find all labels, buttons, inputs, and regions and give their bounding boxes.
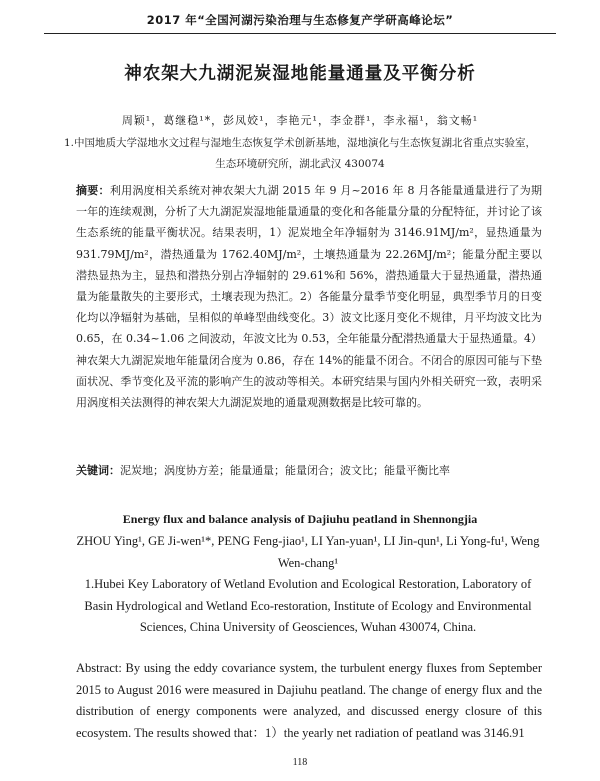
keywords-cn-label: 关键词： [76, 464, 120, 477]
abstract-cn [76, 180, 542, 413]
affiliation-en: 1.Hubei Key Laboratory of Wetland Evolution and Ecological Restoration, Laboratory of Basin Hydrological and Wetland Eco-restoration, Institute of Ecology and Environmental Sciences, China University of Geosciences, Wuhan 430074, China. [84, 577, 532, 634]
page-number: 118 [292, 757, 308, 768]
paper-title-cn: 神农架大九湖泥炭湿地能量通量及平衡分析 [124, 64, 476, 84]
paper-title-en: Energy flux and balance analysis of Dajiuhu peatland in Shennongjia [122, 512, 478, 526]
authors-en: ZHOU Ying¹, GE Ji-wen¹*, PENG Feng-jiao¹, LI Yan-yuan¹, LI Jin-qun¹, Li Yong-fu¹, Weng Wen-chang¹ [76, 534, 540, 570]
abstract-cn-label: 摘要： [76, 184, 110, 197]
abstract-cn-text: 利用涡度相关系统对神农架大九湖 2015 年 9 月~2016 年 8 月各能量通量进行了为期一年的连续观测，分析了大九湖泥炭湿地能量通量的变化和各能量分量的分配特征，并讨论了该生态系统的能量平衡状况。结果表明，1）泥炭地全年净辐射为 3146.91MJ/m²，显热通量为 931.79MJ/m²，潜热通量为 1762.40MJ/m²，土壤热通量为 22.26MJ/m²；能量分配主要以潜热显热为主，显热和潜热分别占净辐射的 29.61%和 56%，潜热通量大于显热通量，潜热通量为能量散失的主要形式，土壤表现为热汇。2）各能量分量季节变化明显，典型季节月的日变化均以净辐射为基础，呈相似的单峰型曲线变化。3）波文比逐月变化不规律，月平均波文比为 0.65，在 0.34~1.06 之间波动，年波文比为 0.53，全年能量分配潜热通量大于显热通量。4）神农架大九湖泥炭地年能量闭合度为 0.86，存在 14%的能量不闭合。不闭合的原因可能与下垫面状况、季节变化及平流的影响产生的波动等相关。本研究结果与国内外相关研究一致，表明采用涡度相关法测得的神农架大九湖泥炭地的通量观测数据是比较可靠的。 [76, 184, 543, 410]
abstract-en: Abstract: By using the eddy covariance system, the turbulent energy fluxes from September 2015 to August 2016 were measured in Dajiuhu peatland. The change of energy flux and the distribution of energy components were analyzed, and discussed energy closure of this ecosystem. The results showed that：1）the yearly net radiation of peatland was 3146.91 [76, 661, 542, 740]
keywords-cn-text: 泥炭地；涡度协方差；能量通量；能量闭合；波文比；能量平衡比率 [120, 464, 450, 477]
keywords-cn [76, 460, 542, 481]
authors-cn: 周颖¹，葛继稳¹*，彭凤姣¹，李艳元¹，李金群¹，李永福¹，翁文畅¹ [121, 114, 479, 127]
running-header: 2017 年“全国河湖污染治理与生态修复产学研高峰论坛” [44, 12, 556, 34]
affiliation-cn: 1.中国地质大学湿地水文过程与湿地生态恢复学术创新基地，湿地演化与生态恢复湖北省重点实验室，生态环境研究所，湖北武汉 430074 [63, 137, 537, 170]
